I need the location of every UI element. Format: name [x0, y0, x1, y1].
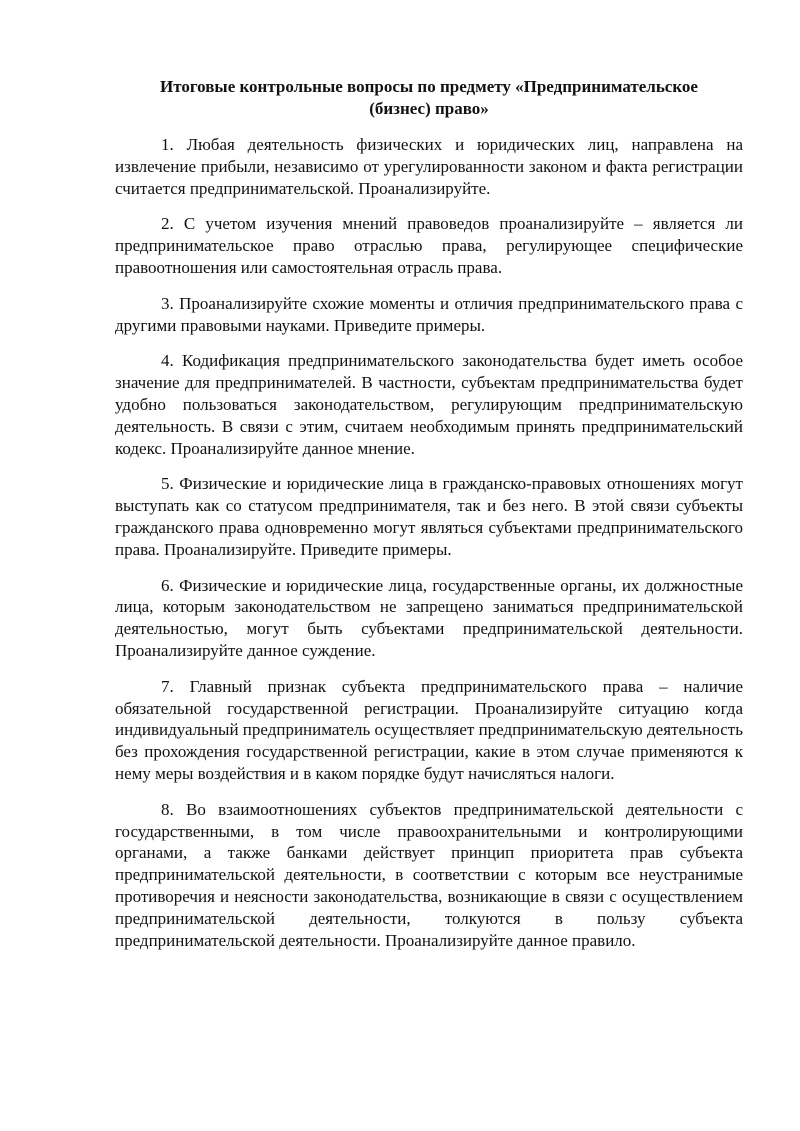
question-3: 3. Проанализируйте схожие моменты и отличия предпринимательского права с другими правовыми науками. Приведите примеры.	[115, 293, 743, 335]
question-6: 6. Физические и юридические лица, государственные органы, их должностные лица, которым законодательством не запрещено заниматься предпринимательской деятельностью, могут быть субъектами предпринимательской деятельности. Проанализируйте данное суждение.	[115, 575, 743, 660]
question-5: 5. Физические и юридические лица в гражданско-правовых отношениях могут выступать как со статусом предпринимателя, так и без него. В этой связи субъекты гражданского права одновременно могут являться субъектами предпринимательского права. Проанализируйте. Приведите примеры.	[115, 474, 743, 559]
question-1: 1. Любая деятельность физических и юридических лиц, направлена на извлечение прибыли, независимо от урегулированности законом и факта регистрации считается предпринимательской. Проанализируйте.	[115, 135, 743, 198]
title-line-1: Итоговые контрольные вопросы по предмету «Предпринимательское	[160, 77, 698, 96]
document-title	[115, 76, 743, 120]
question-8: 8. Во взаимоотношениях субъектов предпринимательской деятельности с государственными, в том числе правоохранительными и контролирующими органами, а также банками действует принцип приоритета прав субъекта предпринимательской деятельности, в соответствии с которым все неустранимые противоречия и неясности законодательства, возникающие в связи с осуществлением предпринимательской деятельности, толкуются в пользу субъекта предпринимательской деятельности. Проанализируйте данное правило.	[115, 799, 743, 950]
question-4: 4. Кодификация предпринимательского законодательства будет иметь особое значение для предпринимателей. В частности, субъектам предпринимательства будет удобно пользоваться законодательством, регулирующим предпринимательскую деятельность. В связи с этим, считаем необходимым принять предпринимательский кодекс. Проанализируйте данное мнение.	[115, 351, 743, 458]
question-2: 2. С учетом изучения мнений правоведов проанализируйте – является ли предпринимательское право отраслью права, регулирующее специфические правоотношения или самостоятельная отрасль права.	[115, 214, 743, 277]
question-7: 7. Главный признак субъекта предпринимательского права – наличие обязательной государственной регистрации. Проанализируйте ситуацию когда индивидуальный предприниматель осуществляет предпринимательскую деятельность без прохождения государственной регистрации, какие в этом случае применяются к нему меры воздействия и в каком порядке будут начисляться налоги.	[115, 676, 743, 783]
title-line-2: (бизнес) право»	[369, 99, 489, 118]
